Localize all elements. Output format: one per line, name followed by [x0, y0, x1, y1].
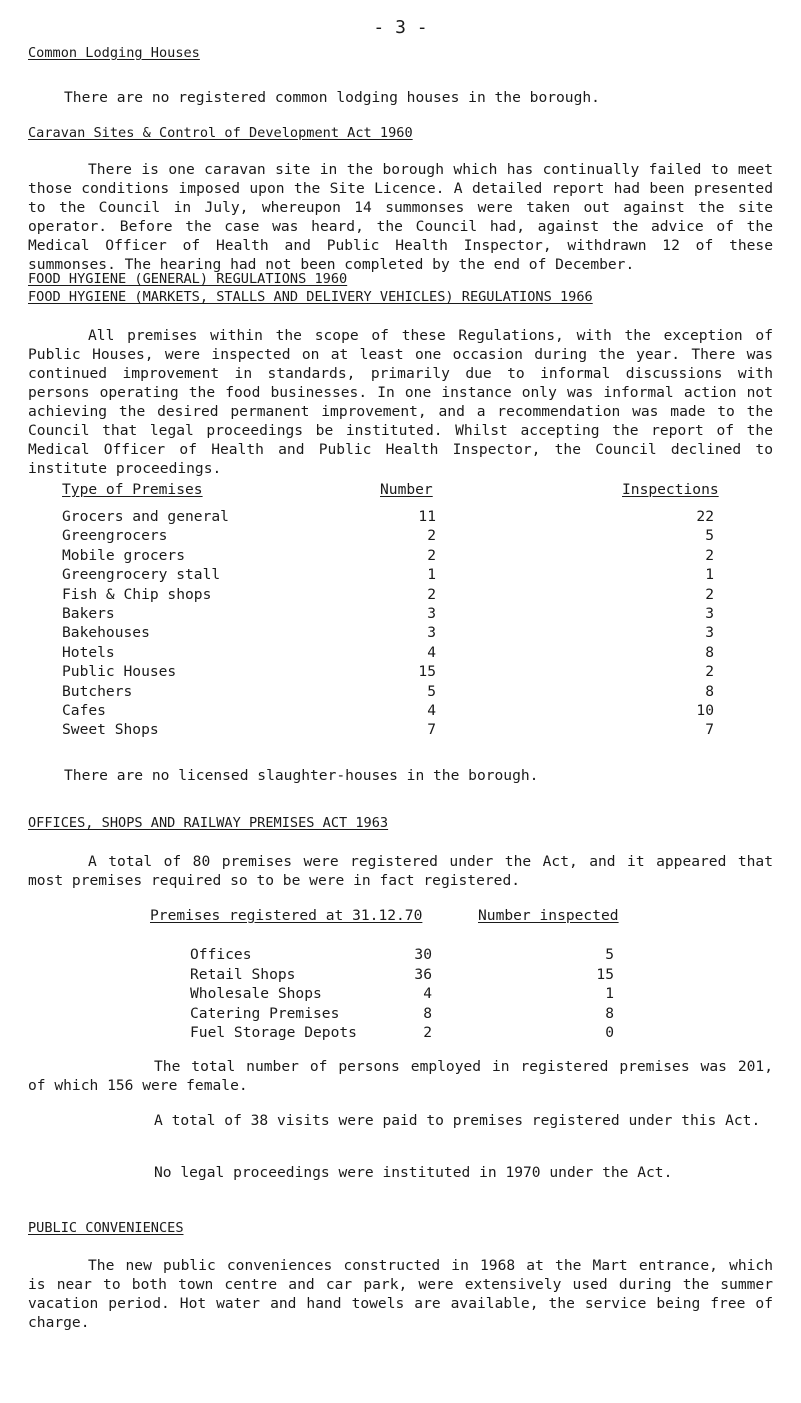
premises-table-registered-cell: 30 — [414, 946, 432, 963]
premises-table-header-inspected: Number inspected — [478, 907, 619, 924]
food-table-number-cell: 15 — [418, 663, 436, 680]
food-table-type-cell: Mobile grocers — [62, 547, 186, 564]
food-table-type-cell: Butchers — [62, 683, 133, 700]
food-table-inspections-cell: 7 — [705, 721, 714, 738]
food-table-inspections-cell: 2 — [705, 663, 714, 680]
premises-table-inspected-cell: 1 — [605, 985, 614, 1002]
food-table-number-cell: 3 — [427, 605, 436, 622]
premises-table-inspected-cell: 15 — [596, 966, 614, 983]
food-table-inspections-cell: 2 — [705, 547, 714, 564]
premises-table-type-cell: Fuel Storage Depots — [190, 1024, 357, 1041]
page-number: - 3 - — [373, 17, 428, 38]
food-table-inspections-cell: 8 — [705, 644, 714, 661]
food-table-number-cell: 3 — [427, 624, 436, 641]
premises-table-type-cell: Retail Shops — [190, 966, 296, 983]
food-table-inspections-cell: 3 — [705, 605, 714, 622]
food-table-number-cell: 4 — [427, 644, 436, 661]
food-table-number-cell: 4 — [427, 702, 436, 719]
food-table-inspections-cell: 1 — [705, 566, 714, 583]
food-regulations-heading-1960: FOOD HYGIENE (GENERAL) REGULATIONS 1960 — [28, 271, 348, 287]
food-table-number-cell: 2 — [427, 586, 436, 603]
persons-paragraph: The total number of persons employed in registered premises was 201, of which 156 were female. — [28, 1058, 773, 1094]
offices-paragraph: A total of 80 premises were registered under the Act, and it appeared that most premises required so to be were in fact registered. — [28, 853, 773, 889]
food-table-header-number: Number — [380, 481, 433, 498]
premises-table-type-cell: Catering Premises — [190, 1005, 340, 1022]
food-table-number-cell: 5 — [427, 683, 436, 700]
food-regulations-heading-1966: FOOD HYGIENE (MARKETS, STALLS AND DELIVERY VEHICLES) REGULATIONS 1966 — [28, 289, 593, 305]
food-paragraph: All premises within the scope of these Regulations, with the exception of Public Houses, were inspected on at least one occasion during the year. There was continued improvement in standards, primarily due to informal discussions with persons operating the food businesses. In one instance only was informal action not achieving the desired permanent improvement, and a recommendation was made to the Council that legal proceedings be instituted. Whilst accepting the report of the Medical Officer of Health and Public Health Inspector, the Council declined to institute proceedings. — [28, 327, 773, 477]
food-table-inspections-cell: 10 — [696, 702, 714, 719]
food-table-header-inspections: Inspections — [622, 481, 719, 498]
slaughter-paragraph: There are no licensed slaughter-houses in the borough. — [64, 767, 539, 784]
food-table-inspections-cell: 22 — [696, 508, 714, 525]
food-table-type-cell: Bakehouses — [62, 624, 150, 641]
premises-table-type-cell: Wholesale Shops — [190, 985, 322, 1002]
public-conveniences-heading: PUBLIC CONVENIENCES — [28, 1220, 184, 1236]
premises-table-registered-cell: 2 — [423, 1024, 432, 1041]
food-table-inspections-cell: 8 — [705, 683, 714, 700]
food-table-type-cell: Greengrocers — [62, 527, 168, 544]
premises-table-registered-cell: 4 — [423, 985, 432, 1002]
lodging-paragraph: There are no registered common lodging houses in the borough. — [64, 89, 600, 106]
food-table-type-cell: Grocers and general — [62, 508, 229, 525]
food-table-number-cell: 1 — [427, 566, 436, 583]
premises-table-inspected-cell: 8 — [605, 1005, 614, 1022]
food-table-number-cell: 11 — [418, 508, 436, 525]
premises-table-type-cell: Offices — [190, 946, 252, 963]
premises-table-header-registered: Premises registered at 31.12.70 — [150, 907, 423, 924]
caravan-heading: Caravan Sites & Control of Development Act 1960 — [28, 125, 413, 141]
public-conveniences-paragraph: The new public conveniences constructed in 1968 at the Mart entrance, which is near to both town centre and car park, were extensively used during the summer vacation period. Hot water and hand towels are available, the service being free of charge. — [28, 1257, 773, 1331]
food-table-inspections-cell: 2 — [705, 586, 714, 603]
food-table-number-cell: 2 — [427, 527, 436, 544]
food-table-header-type: Type of Premises — [62, 481, 203, 498]
legal-paragraph: No legal proceedings were instituted in 1970 under the Act. — [154, 1164, 673, 1181]
food-table-number-cell: 2 — [427, 547, 436, 564]
visits-paragraph: A total of 38 visits were paid to premises registered under this Act. — [154, 1112, 761, 1129]
food-table-type-cell: Hotels — [62, 644, 115, 661]
food-table-type-cell: Public Houses — [62, 663, 177, 680]
food-table-type-cell: Sweet Shops — [62, 721, 159, 738]
food-table-type-cell: Fish & Chip shops — [62, 586, 212, 603]
food-table-inspections-cell: 3 — [705, 624, 714, 641]
offices-heading: OFFICES, SHOPS AND RAILWAY PREMISES ACT 1963 — [28, 815, 389, 831]
food-table-type-cell: Greengrocery stall — [62, 566, 221, 583]
food-table-inspections-cell: 5 — [705, 527, 714, 544]
lodging-heading: Common Lodging Houses — [28, 45, 200, 61]
food-table-type-cell: Bakers — [62, 605, 115, 622]
food-table-number-cell: 7 — [427, 721, 436, 738]
food-table-type-cell: Cafes — [62, 702, 106, 719]
premises-table-registered-cell: 8 — [423, 1005, 432, 1022]
caravan-paragraph: There is one caravan site in the borough which has continually failed to meet those conditions imposed upon the Site Licence. A detailed report had been presented to the Council in July, whereupon 14 summonses were taken out against the site operator. Before the case was heard, the Council had, against the advice of the Medical Officer of Health and Public Health Inspector, withdrawn 12 of these summonses. The hearing had not been completed by the end of December. — [28, 161, 773, 273]
premises-table-inspected-cell: 5 — [605, 946, 614, 963]
premises-table-registered-cell: 36 — [414, 966, 432, 983]
premises-table-inspected-cell: 0 — [605, 1024, 614, 1041]
